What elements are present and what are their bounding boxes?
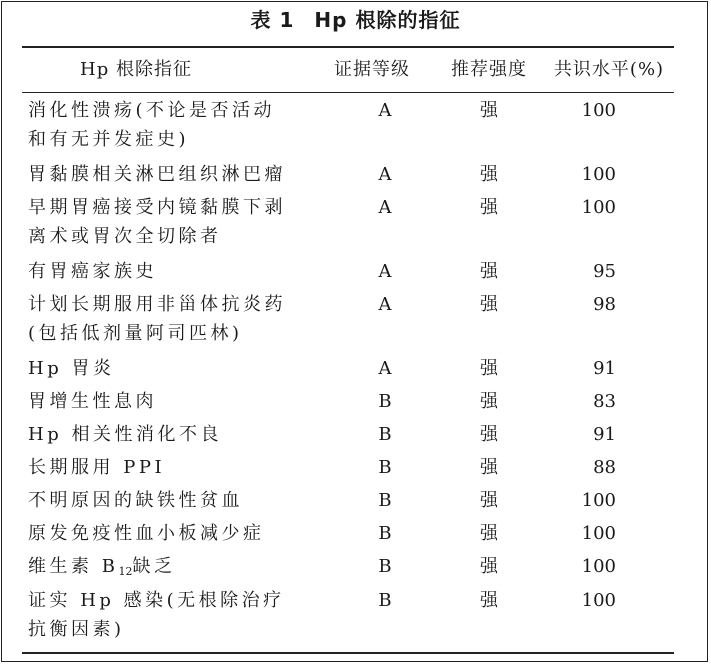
- indication-line1: 有胃癌家族史: [28, 261, 157, 282]
- evidence-cell: B: [378, 424, 392, 445]
- consensus-cell: 100: [581, 556, 616, 577]
- indication-line1: Hp 胃炎: [28, 358, 115, 379]
- table-row: [22, 552, 674, 586]
- indication-cell: [22, 354, 310, 387]
- indication-table: [22, 48, 674, 650]
- bottom-rule: [22, 652, 674, 654]
- indication-cell: [22, 586, 310, 650]
- evidence-cell: A: [378, 294, 392, 315]
- indication-cell: [22, 552, 310, 586]
- consensus-cell: 100: [581, 197, 616, 218]
- evidence-cell: B: [378, 457, 392, 478]
- strength-cell: 强: [480, 490, 498, 511]
- table-row: [22, 453, 674, 486]
- consensus-cell: 83: [593, 391, 616, 412]
- consensus-cell: 100: [581, 523, 616, 544]
- evidence-cell: B: [378, 490, 392, 511]
- consensus-cell: 100: [581, 590, 616, 611]
- indication-cell: [22, 453, 310, 486]
- strength-cell: 强: [480, 523, 498, 544]
- table-number: 表 1: [250, 8, 295, 32]
- strength-cell: 强: [480, 358, 498, 379]
- evidence-cell: B: [378, 590, 392, 611]
- table-row: [22, 486, 674, 519]
- consensus-cell: 100: [581, 164, 616, 185]
- indication-line1: 消化性溃疡(不论是否活动: [28, 100, 276, 121]
- strength-cell: 强: [480, 391, 498, 412]
- indication-line2: 离术或胃次全切除者: [28, 226, 222, 247]
- strength-cell: 强: [480, 556, 498, 577]
- table-row: [22, 290, 674, 354]
- header-strength: 推荐强度: [451, 59, 527, 80]
- strength-cell: 强: [480, 590, 498, 611]
- indication-line1: [28, 552, 310, 586]
- consensus-cell: 95: [593, 261, 616, 282]
- indication-line1: 长期服用 PPI: [28, 457, 166, 478]
- table-row: [22, 586, 674, 650]
- strength-cell: 强: [480, 294, 498, 315]
- indication-cell: [22, 257, 310, 290]
- indication-cell: [22, 290, 310, 354]
- strength-cell: 强: [480, 457, 498, 478]
- indication-cell: [22, 486, 310, 519]
- evidence-cell: B: [378, 391, 392, 412]
- consensus-cell: 91: [593, 424, 616, 445]
- strength-cell: 强: [480, 100, 498, 121]
- subscript-text: 12: [118, 565, 133, 578]
- indication-line1: 计划长期服用非甾体抗炎药: [28, 294, 286, 315]
- evidence-cell: B: [378, 556, 392, 577]
- indication-line2: 和有无并发症史): [28, 129, 190, 150]
- header-evidence: 证据等级: [334, 59, 410, 80]
- indication-line1: 早期胃癌接受内镜黏膜下剥: [28, 197, 286, 218]
- indication-cell: [22, 193, 310, 257]
- evidence-cell: A: [378, 100, 392, 121]
- indication-line1: 不明原因的缺铁性贫血: [28, 490, 243, 511]
- strength-cell: 强: [480, 261, 498, 282]
- strength-cell: 强: [480, 424, 498, 445]
- table-row: [22, 420, 674, 453]
- table-title: Hp 根除的指征: [314, 8, 461, 32]
- strength-cell: 强: [480, 164, 498, 185]
- evidence-cell: A: [378, 164, 392, 185]
- indication-line2: (包括低剂量阿司匹林): [28, 323, 243, 344]
- consensus-cell: 91: [593, 358, 616, 379]
- header-row: [22, 48, 674, 92]
- consensus-cell: 100: [581, 100, 616, 121]
- indication-text-after: 缺乏: [132, 556, 176, 577]
- table-row: [22, 92, 674, 160]
- consensus-cell: 98: [593, 294, 616, 315]
- indication-line1: 原发免疫性血小板减少症: [28, 523, 265, 544]
- indication-text: 维生素 B: [28, 556, 119, 577]
- header-consensus: 共识水平(%): [553, 59, 665, 80]
- indication-cell: [22, 92, 310, 160]
- table-row: [22, 257, 674, 290]
- evidence-cell: A: [378, 197, 392, 218]
- indication-cell: [22, 420, 310, 453]
- consensus-cell: 88: [593, 457, 616, 478]
- table-row: [22, 519, 674, 552]
- table-row: [22, 354, 674, 387]
- table-row: [22, 160, 674, 193]
- indication-line1: 证实 Hp 感染(无根除治疗: [28, 590, 285, 611]
- strength-cell: 强: [480, 197, 498, 218]
- header-indication: Hp 根除指征: [80, 59, 192, 80]
- indication-line2: 抗衡因素): [28, 619, 125, 640]
- table-row: [22, 193, 674, 257]
- indication-cell: [22, 387, 310, 420]
- table-row: [22, 387, 674, 420]
- evidence-cell: B: [378, 523, 392, 544]
- evidence-cell: A: [378, 358, 392, 379]
- indication-cell: [22, 519, 310, 552]
- indication-line1: 胃增生性息肉: [28, 391, 157, 412]
- indication-line1: 胃黏膜相关淋巴组织淋巴瘤: [28, 164, 286, 185]
- table-caption: [0, 6, 711, 34]
- indication-cell: [22, 160, 310, 193]
- indication-line1: Hp 相关性消化不良: [28, 424, 222, 445]
- consensus-cell: 100: [581, 490, 616, 511]
- evidence-cell: A: [378, 261, 392, 282]
